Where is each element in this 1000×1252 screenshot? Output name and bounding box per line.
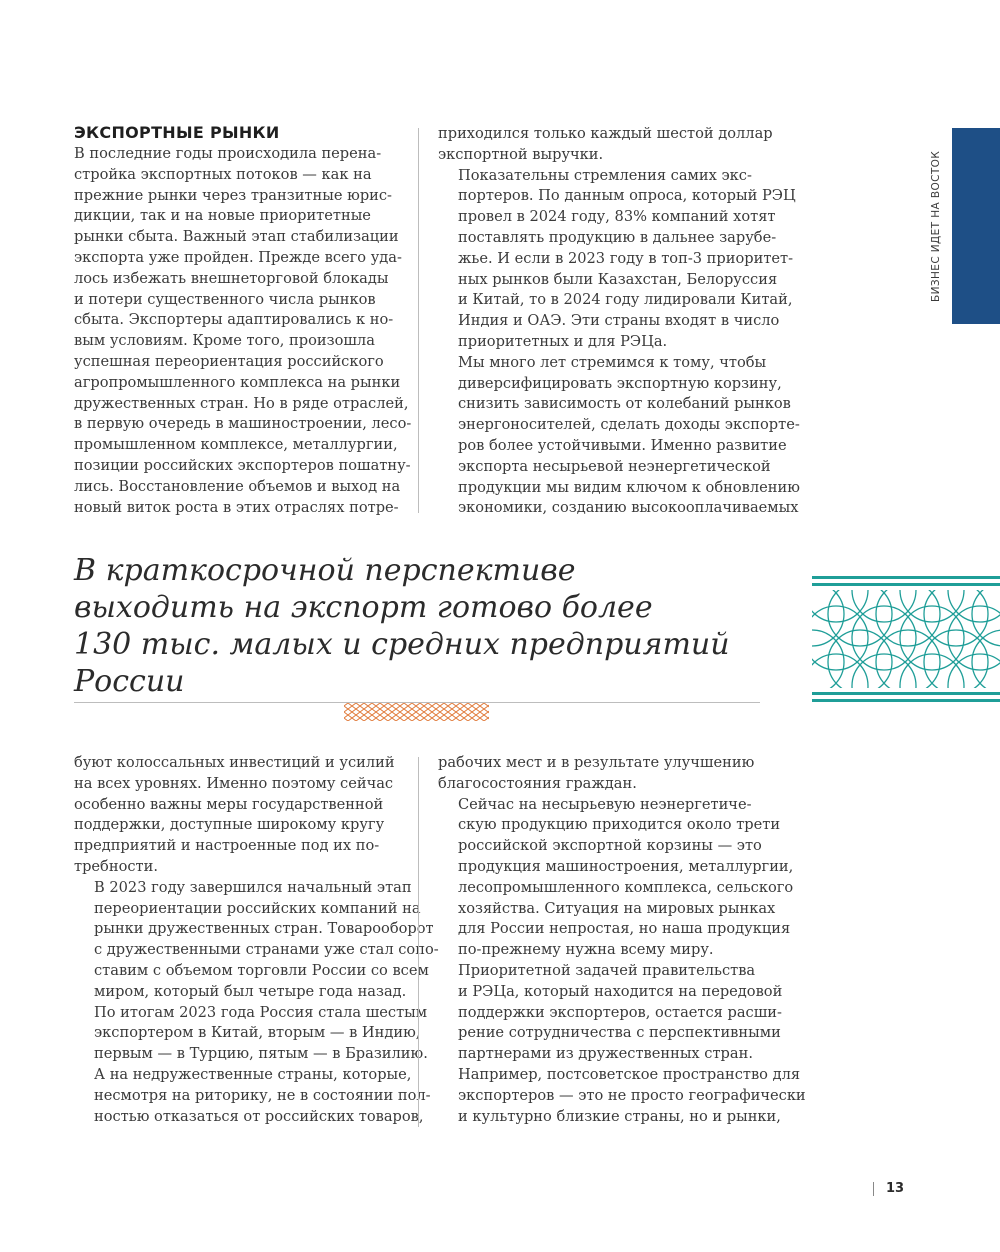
text-line: рынки сбыта. Важный этап стабилизации — [74, 228, 399, 246]
column-divider — [418, 757, 419, 1127]
text-line: лесопромышленного комплекса, сельского — [458, 878, 794, 896]
text-line: и Китай, то в 2024 году лидировали Китай, — [458, 291, 793, 309]
page-number: 13 — [886, 1181, 905, 1196]
text-line: и РЭЦа, который находится на передовой — [458, 982, 783, 1000]
column-divider — [418, 128, 419, 513]
paragraph — [438, 961, 806, 1127]
text-line: особенно важны меры государственной — [74, 795, 384, 813]
text-line: по-прежнему нужна всему миру. — [458, 941, 714, 959]
text-line: продукции мы видим ключом к обновлению — [458, 478, 800, 496]
text-line: поддержки, доступные широкому кругу — [74, 816, 385, 834]
text-line: продукция машиностроения, металлургии, — [458, 857, 794, 875]
text-line: России — [74, 664, 185, 699]
text-line: экспорта уже пройден. Прежде всего уда- — [74, 248, 402, 266]
text-line: дружественных стран. Но в ряде отраслей, — [74, 394, 409, 412]
pull-quote — [74, 552, 774, 700]
paragraph — [74, 144, 412, 518]
text-line: дикции, так и на новые приоритетные — [74, 207, 371, 225]
text-line: с дружественными странами уже стал сопо- — [94, 941, 439, 959]
column-1-top — [74, 122, 412, 518]
text-line: 130 тыс. малых и средних предприятий — [74, 627, 730, 662]
text-line: сбыта. Экспортеры адаптировались к но- — [74, 311, 394, 329]
text-line: партнерами из дружественных стран. — [458, 1045, 753, 1063]
text-line: В краткосрочной перспективе — [74, 553, 576, 588]
text-line: новый виток роста в этих отраслях потре- — [74, 498, 399, 516]
paragraph — [438, 353, 800, 519]
column-1-bottom — [74, 753, 439, 1127]
text-line: миром, который был четыре года назад. — [94, 982, 407, 1000]
text-line: жье. И если в 2023 году в топ-3 приоритет- — [458, 249, 794, 267]
text-line: рение сотрудничества с перспективными — [458, 1024, 781, 1042]
page-number-separator — [873, 1182, 874, 1196]
text-line: буют колоссальных инвестиций и усилий — [74, 754, 395, 771]
text-line: По итогам 2023 года Россия стала шестым — [94, 1003, 428, 1021]
text-line: диверсифицировать экспортную корзину, — [458, 374, 782, 392]
text-line: ностью отказаться от российских товаров, — [94, 1107, 424, 1125]
text-line: провел в 2024 году, 83% компаний хотят — [458, 208, 776, 226]
text-line: Например, постсоветское пространство для — [458, 1065, 801, 1083]
text-line: Показательны стремления самих экс- — [458, 166, 752, 184]
text-line: Индия и ОАЭ. Эти страны входят в число — [458, 312, 780, 330]
text-line: хозяйства. Ситуация на мировых рынках — [458, 899, 776, 917]
text-line: стройка экспортных потоков — как на — [74, 165, 372, 183]
text-line: приоритетных и для РЭЦа. — [458, 332, 668, 350]
text-line: и потери существенного числа рынков — [74, 290, 376, 308]
text-line: А на недружественные страны, которые, — [94, 1065, 412, 1083]
text-line: вым условиям. Кроме того, произошла — [74, 332, 375, 350]
paragraph — [438, 166, 796, 353]
side-accent-bar — [952, 128, 1000, 324]
text-line: скую продукцию приходится около трети — [458, 816, 781, 834]
text-line: рынки дружественных стран. Товарооборот — [94, 920, 434, 938]
column-2-top — [438, 124, 800, 519]
running-header-text: БИЗНЕС ИДЕТ НА ВОСТОК — [930, 150, 942, 302]
text-line: экспорта несырьевой неэнергетической — [458, 457, 771, 475]
paragraph — [438, 124, 773, 166]
decorative-circles-pattern — [812, 576, 1000, 702]
text-line: успешная переориентация российского — [74, 352, 384, 370]
text-line: на всех уровнях. Именно поэтому сейчас — [74, 774, 394, 792]
text-line: Сейчас на несырьевую неэнергетиче- — [458, 795, 752, 813]
text-line: лись. Восстановление объемов и выход на — [74, 477, 401, 495]
text-line: В 2023 году завершился начальный этап — [94, 878, 412, 896]
text-line: требности. — [74, 857, 158, 875]
text-line: экспортером в Китай, вторым — в Индию, — [94, 1024, 421, 1042]
text-line: несмотря на риторику, не в состоянии пол- — [94, 1086, 431, 1104]
paragraph — [438, 795, 794, 961]
text-line: прежние рынки через транзитные юрис- — [74, 186, 392, 204]
text-line: поддержки экспортеров, остается расши- — [458, 1003, 782, 1021]
text-line: в первую очередь в машиностроении, лесо- — [74, 415, 412, 433]
text-line: портеров. По данным опроса, который РЭЦ — [458, 187, 796, 205]
section-heading: ЭКСПОРТНЫЕ РЫНКИ — [74, 123, 280, 142]
text-line: предприятий и настроенные под их по- — [74, 837, 380, 855]
text-line: выходить на экспорт готово более — [74, 590, 653, 625]
text-line: промышленном комплексе, металлургии, — [74, 436, 398, 454]
text-line: Мы много лет стремимся к тому, чтобы — [458, 353, 767, 371]
text-line: В последние годы происходила перена- — [74, 145, 382, 162]
text-line: поставлять продукцию в дальнее зарубе- — [458, 228, 777, 246]
text-line: переориентации российских компаний на — [94, 899, 421, 917]
text-line: снизить зависимость от колебаний рынков — [458, 395, 791, 413]
text-line: рабочих мест и в результате улучшению — [438, 754, 755, 771]
text-line: лось избежать внешнеторговой блокады — [74, 269, 389, 287]
text-line: первым — в Турцию, пятым — в Бразилию. — [94, 1045, 428, 1063]
text-line: агропромышленного комплекса на рынки — [74, 373, 401, 391]
text-line: экономики, созданию высокооплачиваемых — [458, 499, 799, 517]
text-line: ставим с объемом торговли России со всем — [94, 961, 429, 979]
text-line: благосостояния граждан. — [438, 774, 637, 792]
text-line: ных рынков были Казахстан, Белоруссия — [458, 270, 778, 288]
paragraph — [438, 753, 768, 795]
text-line: ров более устойчивыми. Именно развитие — [458, 436, 787, 454]
text-line: экспортной выручки. — [438, 145, 604, 163]
text-line: российской экспортной корзины — это — [458, 837, 762, 855]
text-line: Приоритетной задачей правительства — [458, 961, 756, 979]
paragraph — [74, 878, 439, 1128]
text-line: позиции российских экспортеров пошатну- — [74, 456, 411, 474]
column-2-bottom — [438, 753, 806, 1127]
text-line: энергоносителей, сделать доходы экспорте- — [458, 416, 800, 434]
text-line: и культурно близкие страны, но и рынки, — [458, 1107, 781, 1125]
text-line: для России непростая, но наша продукция — [458, 920, 791, 938]
paragraph — [74, 753, 404, 878]
text-line: экспортеров — это не просто географически — [458, 1086, 806, 1104]
ornament-pattern-icon — [344, 703, 489, 721]
text-line: приходился только каждый шестой доллар — [438, 125, 773, 142]
